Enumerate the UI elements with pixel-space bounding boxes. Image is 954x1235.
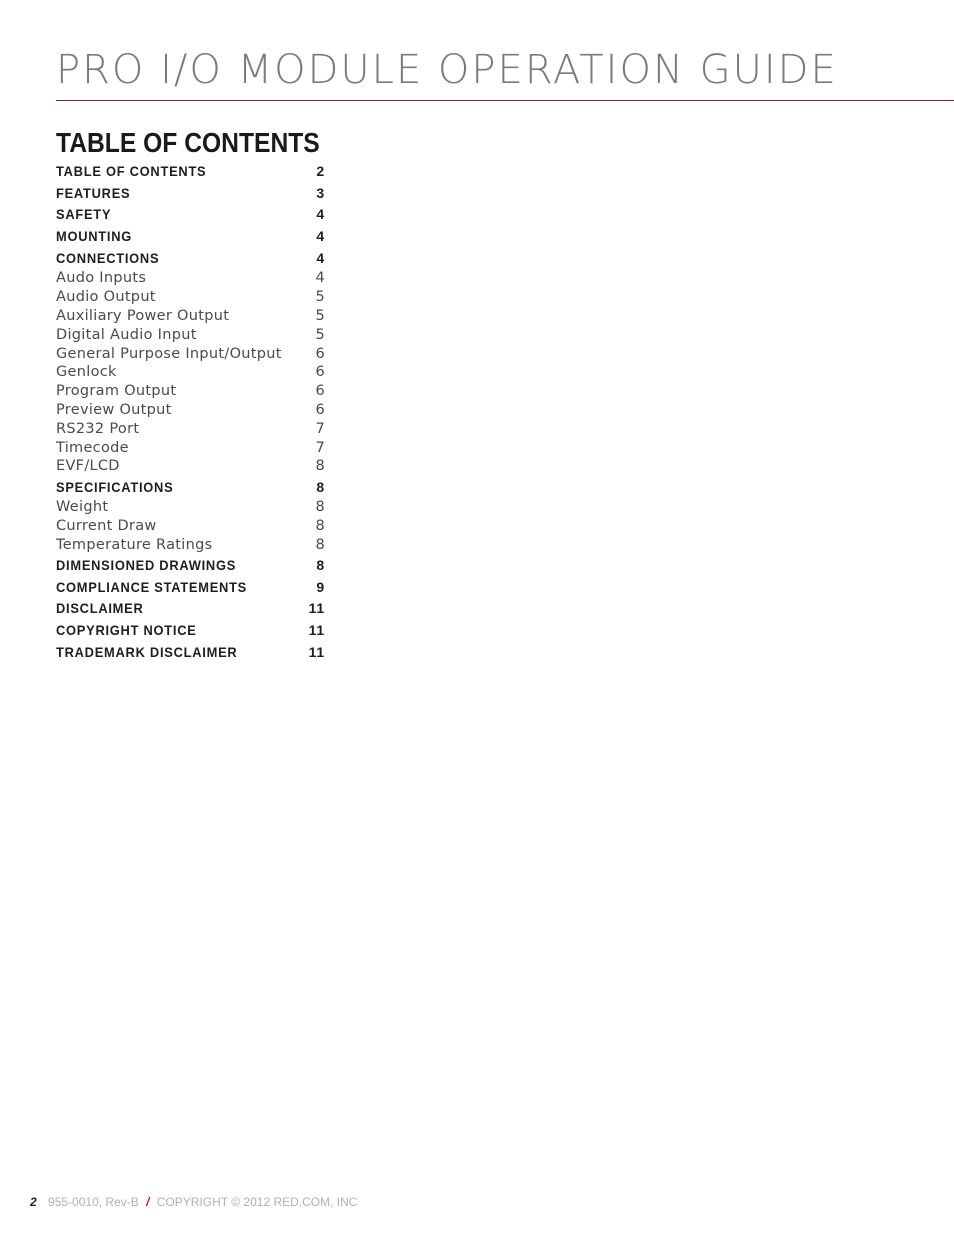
toc-subsection-entry[interactable]: [56, 382, 325, 401]
toc-heading: TABLE OF CONTENTS: [56, 127, 320, 158]
toc-entry-page: 11: [308, 644, 325, 661]
toc-entry-page: 5: [315, 289, 325, 306]
toc-entry-page: 8: [315, 458, 325, 475]
toc-entry-label: Weight: [56, 498, 109, 515]
toc-entry-label: TRADEMARK DISCLAIMER: [56, 644, 238, 661]
toc-entry-label: RS232 Port: [56, 420, 140, 437]
toc-list: [56, 160, 325, 663]
toc-entry-label: MOUNTING: [56, 228, 133, 245]
toc-entry-label: Digital Audio Input: [56, 326, 197, 343]
toc-section-entry[interactable]: [56, 476, 325, 498]
toc-entry-page: 4: [315, 270, 325, 287]
toc-entry-label: Current Draw: [56, 517, 157, 534]
toc-subsection-entry[interactable]: [56, 325, 325, 344]
toc-entry-label: Audio Output: [56, 289, 156, 306]
page-footer: [30, 1194, 357, 1210]
toc-entry-label: SPECIFICATIONS: [56, 478, 174, 495]
footer-doc-id: 955-0010, Rev-B: [48, 1195, 139, 1209]
toc-entry-page: 8: [315, 517, 325, 534]
toc-entry-label: TABLE OF CONTENTS: [56, 162, 207, 179]
toc-entry-page: 3: [316, 184, 325, 201]
toc-subsection-entry[interactable]: [56, 516, 325, 535]
toc-entry-page: 5: [315, 326, 325, 343]
toc-entry-label: COPYRIGHT NOTICE: [56, 622, 197, 639]
toc-entry-page: 9: [316, 578, 325, 595]
toc-entry-page: 11: [308, 600, 325, 617]
toc-subsection-entry[interactable]: [56, 269, 325, 288]
toc-subsection-entry[interactable]: [56, 307, 325, 326]
toc-entry-page: 6: [315, 383, 325, 400]
toc-entry-label: DIMENSIONED DRAWINGS: [56, 556, 237, 573]
toc-subsection-entry[interactable]: [56, 535, 325, 554]
toc-subsection-entry[interactable]: [56, 498, 325, 517]
toc-section-entry[interactable]: [56, 554, 325, 576]
toc-entry-label: FEATURES: [56, 184, 131, 201]
toc-entry-page: 6: [315, 345, 325, 362]
toc-entry-page: 8: [315, 498, 325, 515]
toc-entry-page: 6: [315, 401, 325, 418]
toc-entry-page: 7: [315, 420, 325, 437]
toc-entry-page: 8: [316, 556, 325, 573]
toc-section-entry[interactable]: [56, 576, 325, 598]
toc-entry-label: Temperature Ratings: [56, 536, 213, 553]
toc-entry-page: 2: [316, 162, 325, 179]
footer-copyright: COPYRIGHT © 2012 RED.COM, INC: [156, 1195, 358, 1209]
toc-entry-label: COMPLIANCE STATEMENTS: [56, 578, 248, 595]
page-title: PRO I/O MODULE OPERATION GUIDE: [56, 47, 838, 93]
toc-subsection-entry[interactable]: [56, 457, 325, 476]
toc-entry-label: DISCLAIMER: [56, 600, 144, 617]
toc-section-entry[interactable]: [56, 204, 325, 226]
toc-subsection-entry[interactable]: [56, 438, 325, 457]
toc-entry-label: Preview Output: [56, 401, 172, 418]
toc-section-entry[interactable]: [56, 182, 325, 204]
footer-page-number: 2: [30, 1195, 37, 1209]
toc-entry-page: 8: [316, 478, 325, 495]
toc-entry-label: Genlock: [56, 364, 117, 381]
toc-entry-page: 7: [315, 439, 325, 456]
toc-entry-label: Audo Inputs: [56, 270, 147, 287]
toc-entry-page: 4: [316, 250, 325, 267]
toc-section-entry[interactable]: [56, 225, 325, 247]
toc-entry-label: General Purpose Input/Output: [56, 345, 282, 362]
toc-entry-label: Program Output: [56, 383, 177, 400]
toc-section-entry[interactable]: [56, 160, 325, 182]
toc-entry-label: Timecode: [56, 439, 129, 456]
footer-separator: /: [146, 1195, 150, 1209]
toc-section-entry[interactable]: [56, 641, 325, 663]
toc-section-entry[interactable]: [56, 598, 325, 620]
toc-subsection-entry[interactable]: [56, 344, 325, 363]
toc-subsection-entry[interactable]: [56, 288, 325, 307]
toc-entry-label: SAFETY: [56, 206, 112, 223]
toc-entry-page: 6: [315, 364, 325, 381]
toc-entry-label: CONNECTIONS: [56, 250, 160, 267]
toc-entry-page: 5: [315, 307, 325, 324]
toc-entry-label: EVF/LCD: [56, 458, 120, 475]
toc-entry-page: 4: [316, 206, 325, 223]
toc-entry-page: 4: [316, 228, 325, 245]
toc-entry-label: Auxiliary Power Output: [56, 307, 230, 324]
toc-subsection-entry[interactable]: [56, 419, 325, 438]
toc-section-entry[interactable]: [56, 247, 325, 269]
toc-subsection-entry[interactable]: [56, 401, 325, 420]
toc-subsection-entry[interactable]: [56, 363, 325, 382]
title-divider: [56, 100, 954, 101]
toc-entry-page: 11: [308, 622, 325, 639]
toc-entry-page: 8: [315, 536, 325, 553]
toc-section-entry[interactable]: [56, 619, 325, 641]
